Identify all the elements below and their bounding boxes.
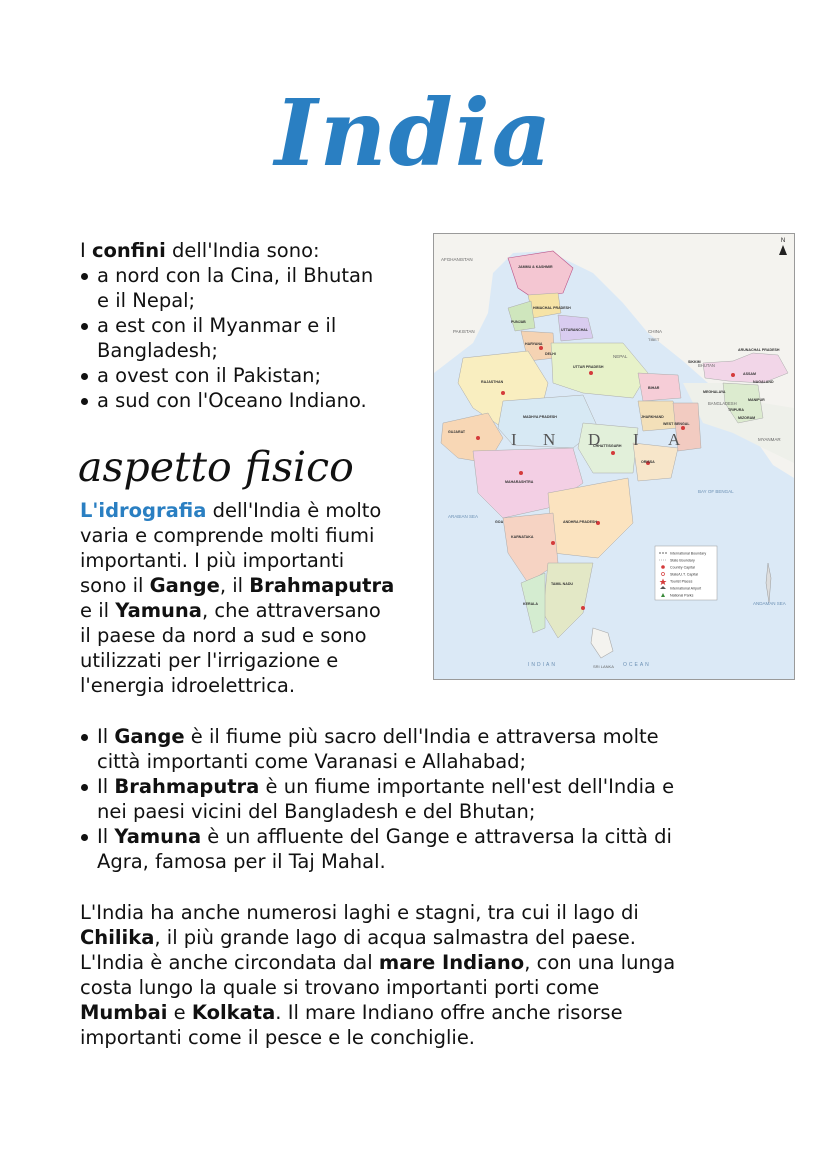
list-item [80, 724, 760, 774]
state-label: HIMACHAL PRADESH [533, 306, 571, 310]
section-heading: aspetto fisico [78, 443, 354, 491]
text-span: sono il [80, 574, 150, 597]
port-name: Mumbai [80, 1001, 168, 1024]
text-span: è un fiume importante nell'est dell'India e [259, 775, 675, 798]
river-name: Yamuna [115, 599, 202, 622]
text-line: il paese da nord a sud e sono [80, 624, 367, 647]
state-label: JHARKHAND [641, 415, 664, 419]
rivers-section [80, 724, 760, 874]
text-span: , il [219, 574, 250, 597]
legend-item: State Boundary [670, 558, 695, 563]
list-item-line: a sud con l'Oceano Indiano. [97, 389, 367, 412]
river-name: Gange [114, 725, 185, 748]
borders-section [80, 238, 425, 413]
list-item-line: a nord con la Cina, il Bhutan [97, 264, 374, 287]
state-label: WEST BENGAL [663, 422, 690, 426]
state-label: HARYANA [525, 342, 543, 346]
state-label: MADHYA PRADESH [523, 415, 557, 419]
legend-item: National Parks [670, 593, 694, 598]
text-line: l'energia idroelettrica. [80, 674, 296, 697]
state-label: JAMMU & KASHMIR [518, 265, 553, 269]
list-item-line: Agra, famosa per il Taj Mahal. [97, 850, 386, 873]
text-span: è il fiume più sacro dell'India e attraversa molte [184, 725, 659, 748]
text-span: Il [97, 825, 115, 848]
text-span: e [167, 1001, 192, 1024]
sea-label: OCEAN [623, 662, 651, 668]
list-item [80, 388, 425, 413]
legend-item: State/U.T. Capital [670, 572, 698, 577]
sea-label: ANDAMAN SEA [753, 601, 786, 606]
india-letter: I [511, 430, 517, 449]
text-span: , con una lunga [524, 951, 676, 974]
lead-prefix: I [80, 239, 92, 262]
text-span: , che attraversano [201, 599, 381, 622]
river-name: Yamuna [114, 825, 202, 848]
text-span: , il più grande lago di acqua salmastra del paese. [154, 926, 636, 949]
country-label: MYANMAR [758, 437, 781, 442]
state-label: DELHI [545, 352, 556, 356]
text-span: e il [80, 599, 116, 622]
river-name: Brahmaputra [249, 574, 395, 597]
country-label: NEPAL [613, 354, 628, 359]
text-line: importanti come il pesce e le conchiglie. [80, 1026, 476, 1049]
state-label: UTTAR PRADESH [573, 365, 604, 369]
list-item-line: a est con il Myanmar e il [97, 314, 337, 337]
borders-list [80, 263, 425, 413]
river-name: Gange [149, 574, 220, 597]
list-item-line: città importanti come Varanasi e Allahabad; [97, 750, 527, 773]
sea-label: INDIAN [528, 662, 557, 668]
country-label: CHINA [648, 329, 663, 334]
india-letter: A [668, 430, 681, 449]
sea-name: mare Indiano [378, 951, 525, 974]
state-label: SIKKIM [688, 360, 701, 364]
country-label: SRI LANKA [593, 664, 614, 669]
country-label: PAKISTAN [453, 329, 475, 334]
state-bihar [638, 373, 681, 401]
state-label: MAHARASHTRA [505, 480, 534, 484]
text-span: è un affluente del Gange e attraversa la città di [201, 825, 672, 848]
list-item [80, 774, 760, 824]
state-label: BIHAR [648, 386, 660, 390]
list-item-line: nei paesi vicini del Bangladesh e del Bhutan; [97, 800, 536, 823]
state-label: PUNJAB [511, 320, 526, 324]
legend-item: Tourist Places [670, 579, 693, 584]
hydrography-paragraph [80, 498, 430, 698]
text-span: . Il mare Indiano offre anche risorse [275, 1001, 623, 1024]
india-map [433, 233, 795, 680]
text-span: Il [97, 725, 115, 748]
state-label: ARUNACHAL PRADESH [738, 348, 780, 352]
india-letter: I [633, 430, 639, 449]
country-label: BANGLADESH [708, 401, 737, 406]
page-title: India [274, 79, 554, 187]
india-letter: D [588, 430, 601, 449]
list-item [80, 824, 760, 874]
rivers-list [80, 724, 760, 874]
text-span: Il [97, 775, 115, 798]
country-label: TIBET [648, 337, 660, 342]
state-label: MANIPUR [748, 398, 765, 402]
list-item-line: Bangladesh; [97, 339, 218, 362]
state-label: MEGHALAYA [703, 390, 726, 394]
text-line: L'India ha anche numerosi laghi e stagni, tra cui il lago di [80, 901, 639, 924]
port-name: Kolkata [191, 1001, 276, 1024]
lead-suffix: dell'India sono: [165, 239, 320, 262]
list-item [80, 363, 425, 388]
legend-item: International Boundary [670, 551, 707, 556]
state-label: GUJARAT [448, 430, 466, 434]
north-label: N [780, 238, 786, 244]
state-label: TRIPURA [728, 408, 744, 412]
state-label: GOA [495, 520, 504, 524]
state-label: TAMIL NADU [551, 582, 574, 586]
lead-bold: confini [91, 239, 166, 262]
river-name: Brahmaputra [114, 775, 260, 798]
state-label: CHHATTISGARH [593, 444, 622, 448]
text-line: importanti. I più importanti [80, 549, 345, 572]
state-label: KARNATAKA [511, 535, 534, 539]
india-letter: N [543, 430, 556, 449]
list-item-line: e il Nepal; [97, 289, 196, 312]
list-item [80, 263, 425, 313]
lakes-sea-paragraph [80, 900, 780, 1050]
hydrography-term: L'idrografia [80, 499, 207, 522]
sea-label: ARABIAN SEA [448, 514, 479, 519]
legend-item: Country Capital [670, 565, 695, 570]
text-line: dell'India è molto [206, 499, 382, 522]
state-label: MIZORAM [738, 416, 756, 420]
lake-name: Chilika [80, 926, 155, 949]
country-label: BHUTAN [698, 363, 715, 368]
text-line: costa lungo la quale si trovano importanti porti come [80, 976, 600, 999]
text-span: L'India è anche circondata dal [80, 951, 379, 974]
text-line: varia e comprende molti fiumi [80, 524, 375, 547]
list-item [80, 313, 425, 363]
state-label: KERALA [523, 602, 538, 606]
state-label: NAGALAND [753, 380, 774, 384]
country-label: AFGHANISTAN [441, 257, 473, 262]
state-label: ORISSA [641, 460, 655, 464]
borders-lead [80, 238, 425, 263]
state-label: ANDHRA PRADESH [563, 520, 598, 524]
state-label: RAJASTHAN [481, 380, 504, 384]
sea-label: BAY OF BENGAL [698, 489, 734, 494]
list-item-line: a ovest con il Pakistan; [97, 364, 322, 387]
state-label: ASSAM [743, 372, 756, 376]
map-legend [655, 546, 717, 600]
state-label: UTTARANCHAL [561, 328, 589, 332]
legend-item: International Airport [670, 586, 702, 591]
text-line: utilizzati per l'irrigazione e [80, 649, 339, 672]
